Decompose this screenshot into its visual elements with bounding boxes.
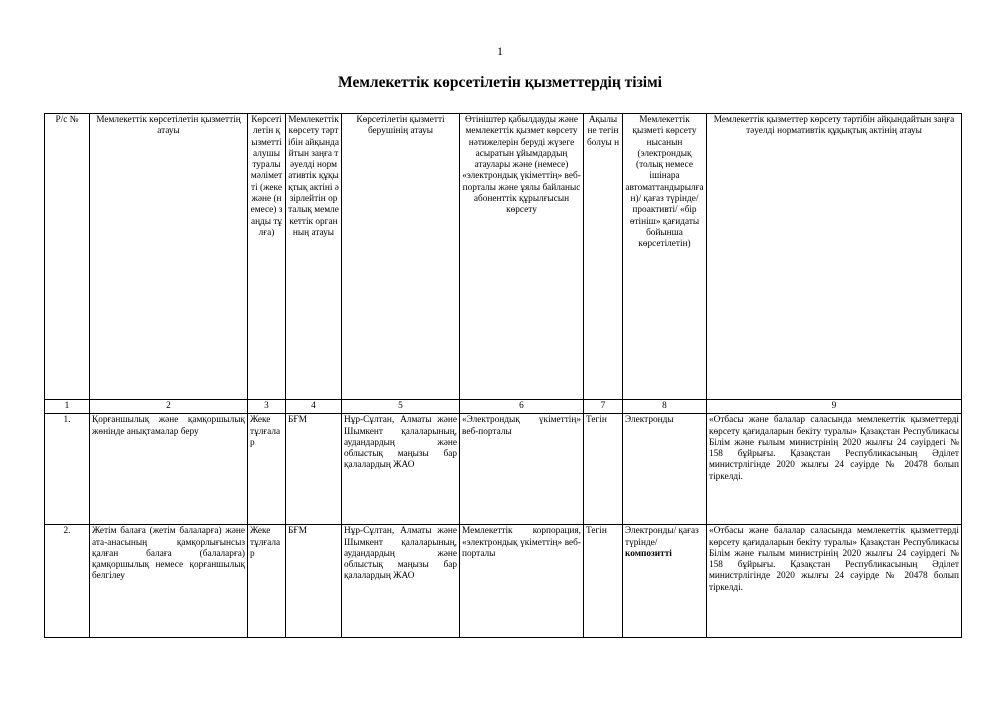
form-cell (623, 414, 707, 525)
column-number: 1 (45, 400, 90, 414)
form-text: Электронды (625, 415, 674, 426)
column-number: 7 (584, 400, 623, 414)
service-name: Жетім балаға (жетім балаларға) және ата-анасының қамқорлығынсыз қалған балаға (балаларға) қамқоршылық немесе қорғаншылық белгілеу (90, 525, 248, 638)
service-name: Қорғаншылық және қамқоршылық жөнінде анықтамалар беру (90, 414, 248, 525)
header-cell-num: Р/с № (45, 114, 90, 400)
column-number: 5 (342, 400, 460, 414)
agency-cell: БҒМ (286, 525, 342, 638)
column-number: 6 (460, 400, 584, 414)
header-cell-form: Мемлекеттік қызметі көрсету нысанын (электрондық (толық немесе ішінара автоматтандырылған)/ қағаз түрінде/ проактивті/ «бір өтініш» қағидаты бойынша көрсетілетін) (623, 114, 707, 400)
column-number: 9 (707, 400, 962, 414)
provider-cell: Нұр-Сұлтан, Алматы және Шымкент қалаларының, аудандардың және облыстық маңызы бар қалалардың ЖАО (342, 414, 460, 525)
table-row (45, 525, 962, 638)
row-number: 1. (45, 414, 90, 525)
header-cell-provider: Көрсетілетін қызметті берушінің атауы (342, 114, 460, 400)
organizations-cell: «Электрондық үкіметтің» веб-порталы (460, 414, 584, 525)
header-row (45, 114, 962, 400)
table-row (45, 414, 962, 525)
column-number: 3 (248, 400, 286, 414)
header-cell-act: Мемлекеттік қызметтер көрсету тәртібін айқындайтын заңға тәуелді нормативтік құқықтық актінің атауы (707, 114, 962, 400)
form-text: Электронды/ қағаз түрінде/ (625, 526, 699, 548)
recipient-cell: Жеке тұлғалар (248, 525, 286, 638)
form-text-bold: композитті (625, 548, 672, 559)
fee-cell: Тегін (584, 525, 623, 638)
header-cell-recipient: Көрсетілетін қызметті алушы туралы мәліметті (жеке және (немесе) заңды тұлға) (248, 114, 286, 400)
row-number: 2. (45, 525, 90, 638)
agency-cell: БҒМ (286, 414, 342, 525)
header-cell-organizations: Өтініштер қабылдауды және мемлекеттік қызмет көрсету нәтижелерін беруді жүзеге асыратын ұйымдардың атаулары және (немесе) «электрондық үкіметтің» веб-порталы және ұялы байланыс абоненттік құрылғысын көрсету (460, 114, 584, 400)
act-cell: «Отбасы және балалар саласында мемлекеттік қызметтерді көрсету қағидаларын бекіту туралы» Қазақстан Республикасы Білім және ғылым министрінің 2020 жылғы 24 сәуірдегі № 158 бұйрығы. Қазақстан Республикасының Әділет министрлігінде 2020 жылғы 24 сәуірде № 20478 болып тіркелді. (707, 414, 962, 525)
column-number-row (45, 400, 962, 414)
column-number: 2 (90, 400, 248, 414)
act-cell: «Отбасы және балалар саласында мемлекеттік қызметтерді көрсету қағидаларын бекіту туралы» Қазақстан Республикасы Білім және ғылым министрінің 2020 жылғы 24 сәуірдегі № 158 бұйрығы. Қазақстан Республикасының Әділет министрлігінде 2020 жылғы 24 сәуірде № 20478 болып тіркелді. (707, 525, 962, 638)
provider-cell: Нұр-Сұлтан, Алматы және Шымкент қалаларының, аудандардың және облыстық маңызы бар қалалардың ЖАО (342, 525, 460, 638)
column-number: 4 (286, 400, 342, 414)
organizations-cell: Мемлекеттік корпорация, «электрондық үкіметтің» веб-порталы (460, 525, 584, 638)
form-cell (623, 525, 707, 638)
header-cell-name: Мемлекеттік көрсетілетін қызметтің атауы (90, 114, 248, 400)
services-table (44, 113, 962, 638)
header-cell-agency: Мемлекеттік көрсету тәртібін айқындайтын заңға тәуелді нормативтік құқықтық актіні әзірлейтін орталық мемлекеттік органның атауы (286, 114, 342, 400)
page-title: Мемлекеттік көрсетілетін қызметтердің тізімі (338, 74, 662, 91)
header-cell-fee: Ақылы не тегін болуы н (584, 114, 623, 400)
recipient-cell: Жеке тұлғалар (248, 414, 286, 525)
column-number: 8 (623, 400, 707, 414)
fee-cell: Тегін (584, 414, 623, 525)
page-number: 1 (497, 44, 503, 58)
